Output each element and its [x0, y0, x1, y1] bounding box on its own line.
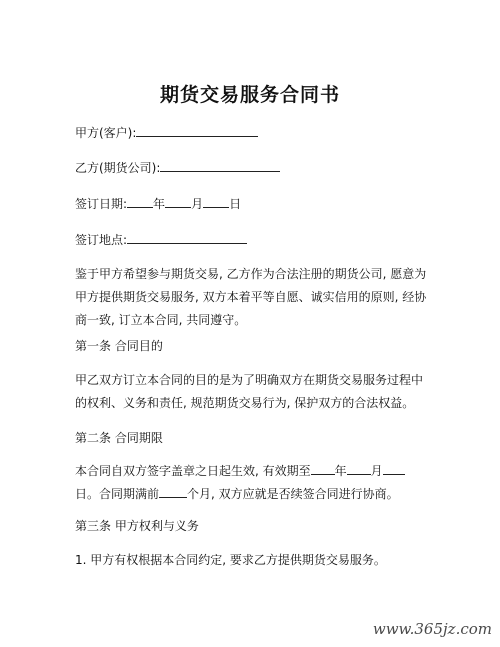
party-b-blank	[160, 160, 280, 172]
article3-item-1: 1. 甲方有权根据本合同约定, 要求乙方提供期货交易服务。	[75, 553, 386, 567]
months-blank	[159, 486, 187, 498]
year-blank	[127, 196, 153, 208]
sign-place-line	[75, 231, 247, 248]
party-b-line	[75, 159, 280, 176]
expiry-month-blank	[347, 463, 371, 475]
article2-heading: 第二条 合同期限	[75, 431, 163, 445]
year-unit: 年	[153, 197, 166, 211]
expiry-month-unit: 月	[370, 464, 383, 478]
article2-text-part3: 个月, 双方应就是否续签合同进行协商。	[187, 487, 399, 501]
article1-paragraph: 甲乙双方订立本合同的目的是为了明确双方在期货交易服务过程中的权利、义务和责任, 规范期货交易行为, 保护双方的合法权益。	[75, 373, 424, 410]
sign-place-label: 签订地点:	[75, 233, 128, 247]
party-a-line	[75, 124, 258, 141]
article2-text-part2: 日。合同期满前	[75, 487, 160, 501]
party-a-blank	[136, 125, 258, 137]
sign-date-line	[75, 195, 241, 212]
site-watermark: www.365jz.com	[372, 620, 492, 638]
preamble-paragraph: 鉴于甲方希望参与期货交易, 乙方作为合法注册的期货公司, 愿意为甲方提供期货交易服务, 双方本着平等自愿、诚实信用的原则, 经协商一致, 订立本合同, 共同遵守。	[75, 267, 427, 327]
party-a-label: 甲方(客户):	[75, 126, 137, 140]
expiry-day-blank	[383, 463, 405, 475]
day-unit: 日	[229, 197, 242, 211]
article1-heading: 第一条 合同目的	[75, 339, 163, 353]
document-title: 期货交易服务合同书	[159, 84, 340, 106]
day-blank	[203, 196, 229, 208]
article2-text-part1: 本合同自双方签字盖章之日起生效, 有效期至	[75, 464, 311, 478]
article3-heading: 第三条 甲方权利与义务	[75, 519, 199, 533]
sign-place-blank	[127, 232, 247, 244]
expiry-year-unit: 年	[334, 464, 347, 478]
expiry-year-blank	[311, 463, 335, 475]
article2-paragraph	[75, 460, 427, 506]
sign-date-label: 签订日期:	[75, 197, 128, 211]
month-blank	[165, 196, 191, 208]
party-b-label: 乙方(期货公司):	[75, 161, 161, 175]
month-unit: 月	[191, 197, 204, 211]
